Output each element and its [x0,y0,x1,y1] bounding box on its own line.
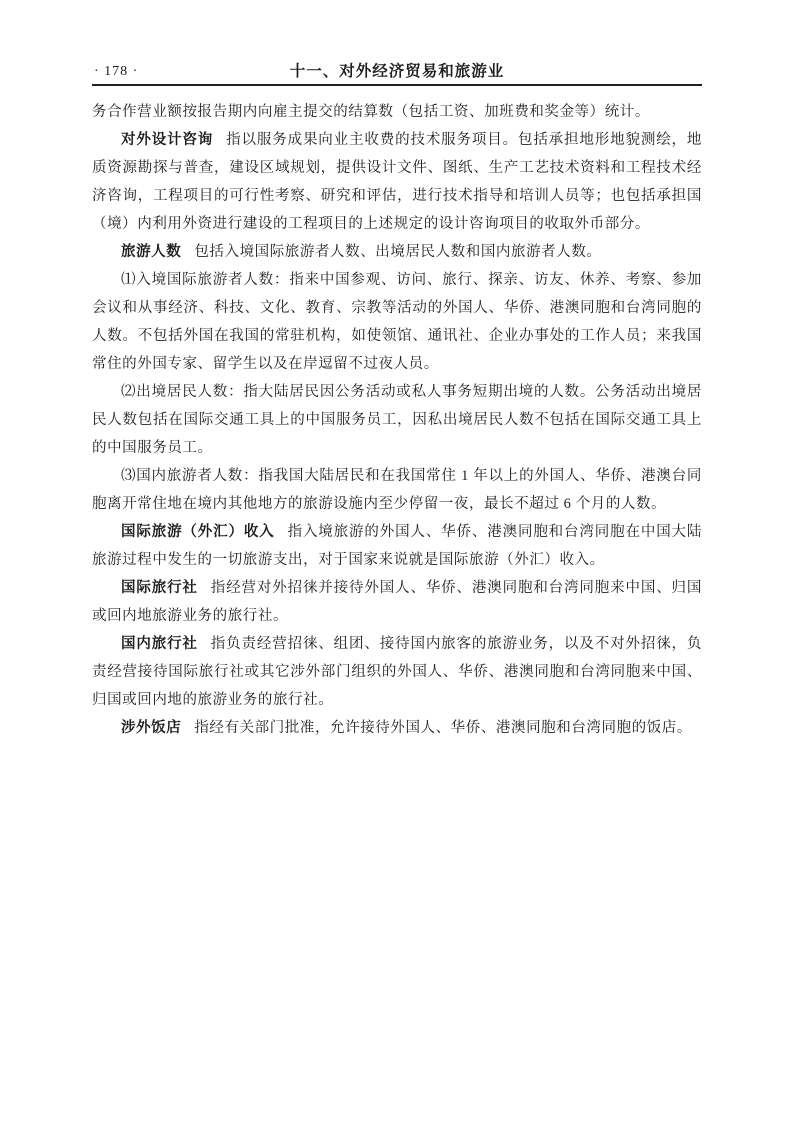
paragraph-text: 指入境旅游的外国人、华侨、港澳同胞和台湾同胞在中国大陆旅游过程中发生的一切旅游支出，对于国家来说就是国际旅游（外汇）收入。 [92,524,702,568]
paragraph-text: 指负责经营招徕、组团、接待国内旅客的旅游业务，以及不对外招徕，负责经营接待国际旅行社或其它涉外部门组织的外国人、华侨、港澳同胞和台湾同胞来中国、归国或回内地的旅游业务的旅行社。 [92,636,702,708]
paragraph [92,574,702,630]
term-label: 涉外饭店 [121,720,182,736]
paragraph-text: ⑵出境居民人数：指大陆居民因公务活动或私人事务短期出境的人数。公务活动出境居民人数包括在国际交通工具上的中国服务员工，因私出境居民人数不包括在国际交通工具上的中国服务员工。 [92,384,702,456]
chapter-title: 十一、对外经济贸易和旅游业 [289,63,505,80]
paragraph [92,266,702,378]
term-label: 旅游人数 [121,244,182,260]
paragraph-text: 指经有关部门批准，允许接待外国人、华侨、港澳同胞和台湾同胞的饭店。 [194,720,692,736]
term-label: 国际旅行社 [121,580,198,596]
paragraph [92,238,702,266]
paragraph-text: 包括入境国际旅游者人数、出境居民人数和国内旅游者人数。 [194,244,602,260]
paragraph [92,630,702,714]
page-number: · 178 · [94,64,139,79]
term-label: 对外设计咨询 [121,132,214,148]
term-label: 国内旅行社 [121,636,198,652]
paragraph [92,462,702,518]
document-body [92,98,702,742]
page-content [92,62,702,742]
paragraph [92,518,702,574]
paragraph [92,378,702,462]
paragraph-text: ⑴入境国际旅游者人数：指来中国参观、访问、旅行、探亲、访友、休养、考察、参加会议和从事经济、科技、文化、教育、宗教等活动的外国人、华侨、港澳同胞和台湾同胞的人数。不包括外国在我国的常驻机构，如使领馆、通讯社、企业办事处的工作人员；来我国常住的外国专家、留学生以及在岸逗留不过夜人员。 [92,272,702,372]
paragraph [92,714,702,742]
paragraph-text: 指以服务成果向业主收费的技术服务项目。包括承担地形地貌测绘，地质资源勘探与普查，建设区域规划，提供设计文件、图纸、生产工艺技术资料和工程技术经济咨询，工程项目的可行性考察、研究和评估，进行技术指导和培训人员等；也包括承担国（境）内利用外资进行建设的工程项目的上述规定的设计咨询项目的收取外币部分。 [92,132,702,232]
paragraph [92,126,702,238]
paragraph-text: 务合作营业额按报告期内向雇主提交的结算数（包括工资、加班费和奖金等）统计。 [92,104,650,120]
page-header [92,62,702,86]
paragraph-text: ⑶国内旅游者人数：指我国大陆居民和在我国常住 1 年以上的外国人、华侨、港澳台同胞离开常住地在境内其他地方的旅游设施内至少停留一夜，最长不超过 6 个月的人数。 [92,468,702,512]
paragraph [92,98,702,126]
term-label: 国际旅游（外汇）收入 [121,524,275,540]
paragraph-text: 指经营对外招徕并接待外国人、华侨、港澳同胞和台湾同胞来中国、归国或回内地旅游业务的旅行社。 [92,580,702,624]
